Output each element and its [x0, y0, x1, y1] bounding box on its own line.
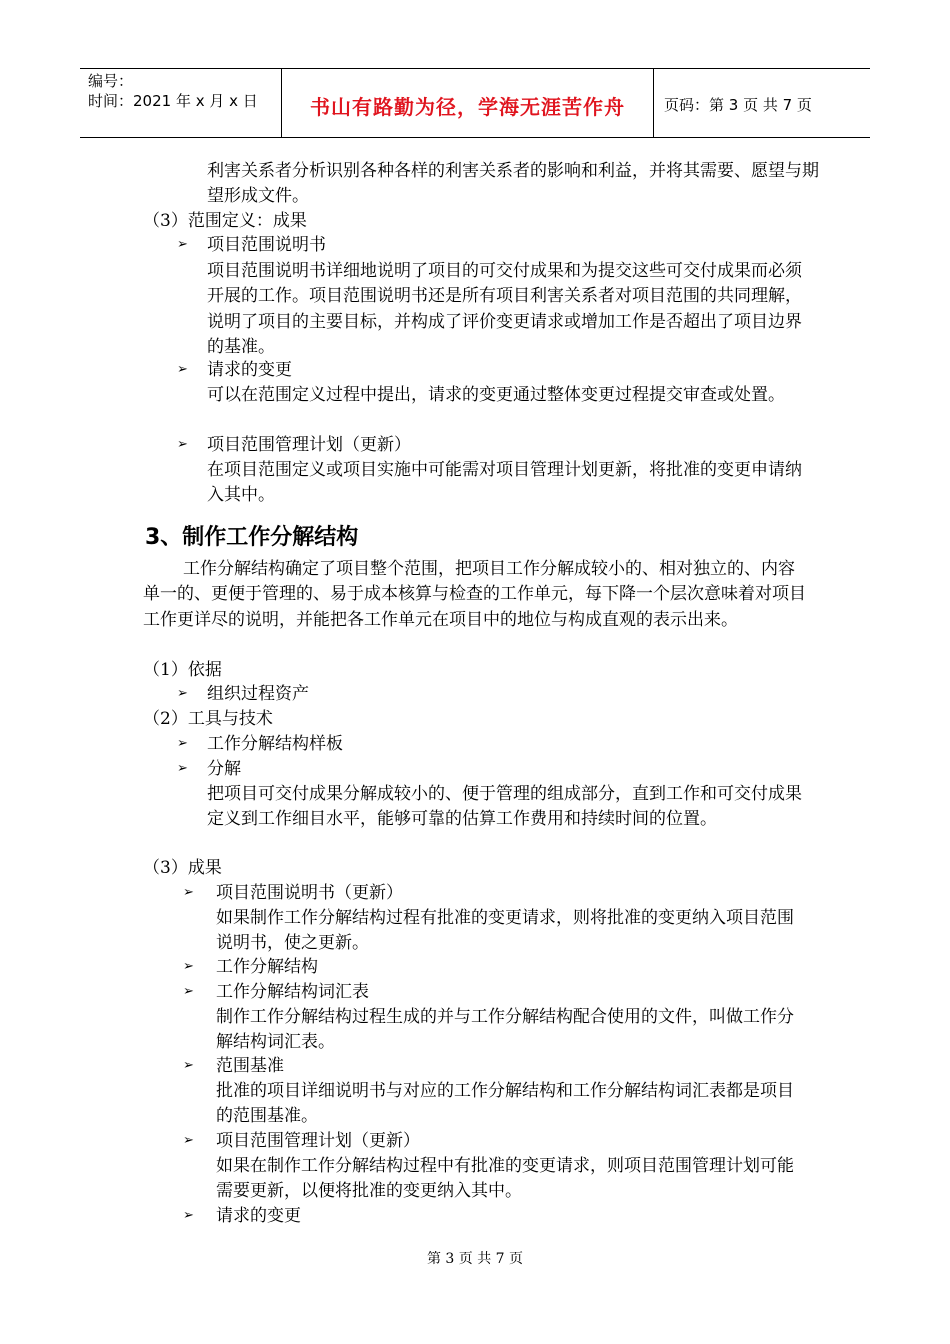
bullet-icon: ➢	[183, 959, 194, 974]
sec3-b3-text: 在项目范围定义或项目实施中可能需对项目管理计划更新，将批准的变更申请纳入其中。	[207, 460, 802, 506]
p3-b5-text: 如果在制作工作分解结构过程中有批准的变更请求，则项目范围管理计划可能需要更新，以便将批准的变更纳入其中。	[216, 1156, 794, 1202]
p2-title: （2）工具与技术	[143, 709, 273, 729]
serial-label: 编号：	[88, 72, 134, 90]
p3-b6: 请求的变更	[216, 1206, 301, 1226]
bullet-icon: ➢	[177, 686, 188, 701]
p3-title: （3）成果	[143, 858, 222, 878]
date-label: 时间：2021 年 x 月 x 日	[88, 92, 258, 110]
p3-b4-text: 批准的项目详细说明书与对应的工作分解结构和工作分解结构词汇表都是项目的范围基准。	[216, 1081, 794, 1127]
p3-b3: 工作分解结构词汇表	[216, 982, 369, 1002]
bullet-icon: ➢	[183, 1133, 194, 1148]
page-info: 页码：第 3 页 共 7 页	[664, 96, 812, 114]
bullet-icon: ➢	[183, 885, 194, 900]
sec3-b2-text: 可以在范围定义过程中提出，请求的变更通过整体变更过程提交审查或处置。	[207, 385, 785, 405]
bullet-icon: ➢	[177, 237, 188, 252]
p3-b4: 范围基准	[216, 1056, 284, 1076]
header-page-cell	[654, 69, 870, 137]
bullet-icon: ➢	[183, 1058, 194, 1073]
p3-b1: 项目范围说明书（更新）	[216, 883, 403, 903]
bullet-icon: ➢	[183, 984, 194, 999]
bullet-icon: ➢	[177, 437, 188, 452]
motto: 书山有路勤为径，学海无涯苦作舟	[310, 95, 625, 119]
sec3-title: （3）范围定义：成果	[143, 211, 307, 231]
p3-b3-text: 制作工作分解结构过程生成的并与工作分解结构配合使用的文件，叫做工作分解结构词汇表。	[216, 1007, 794, 1053]
p3-b2: 工作分解结构	[216, 957, 318, 977]
p3-b5: 项目范围管理计划（更新）	[216, 1131, 420, 1151]
sec3-b1-title: 项目范围说明书	[207, 235, 326, 255]
p2-b2: 分解	[207, 759, 241, 779]
bullet-icon: ➢	[177, 761, 188, 776]
intro-paragraph: 利害关系者分析识别各种各样的利害关系者的影响和利益，并将其需要、愿望与期望形成文件。	[207, 161, 819, 207]
wbs-paragraph: 工作分解结构确定了项目整个范围，把项目工作分解成较小的、相对独立的、内容单一的、更便于管理的、易于成本核算与检查的工作单元，每下降一个层次意味着对项目工作更详尽的说明，并能把各工作单元在项目中的地位与构成直观的表示出来。	[143, 559, 806, 630]
sec3-b1-text: 项目范围说明书详细地说明了项目的可交付成果和为提交这些可交付成果而必须开展的工作。项目范围说明书还是所有项目利害关系者对项目范围的共同理解，说明了项目的主要目标，并构成了评价变更请求或增加工作是否超出了项目边界的基准。	[207, 261, 802, 357]
p2-b2-text: 把项目可交付成果分解成较小的、便于管理的组成部分，直到工作和可交付成果定义到工作细目水平，能够可靠的估算工作费用和持续时间的位置。	[207, 784, 802, 830]
page-footer: 第 3 页 共 7 页	[426, 1251, 524, 1267]
bullet-icon: ➢	[177, 736, 188, 751]
sec3-b2-title: 请求的变更	[207, 360, 292, 380]
header-meta-cell	[80, 69, 282, 137]
p2-b1: 工作分解结构样板	[207, 734, 343, 754]
p1-title: （1）依据	[143, 660, 222, 680]
p3-b1-text: 如果制作工作分解结构过程有批准的变更请求，则将批准的变更纳入项目范围说明书，使之更新。	[216, 908, 794, 954]
section-heading: 3、制作工作分解结构	[145, 525, 359, 550]
p1-b1: 组织过程资产	[207, 684, 309, 704]
bullet-icon: ➢	[183, 1208, 194, 1223]
bullet-icon: ➢	[177, 362, 188, 377]
page-header	[80, 68, 870, 138]
sec3-b3-title: 项目范围管理计划（更新）	[207, 435, 411, 455]
header-motto-cell	[282, 69, 654, 137]
